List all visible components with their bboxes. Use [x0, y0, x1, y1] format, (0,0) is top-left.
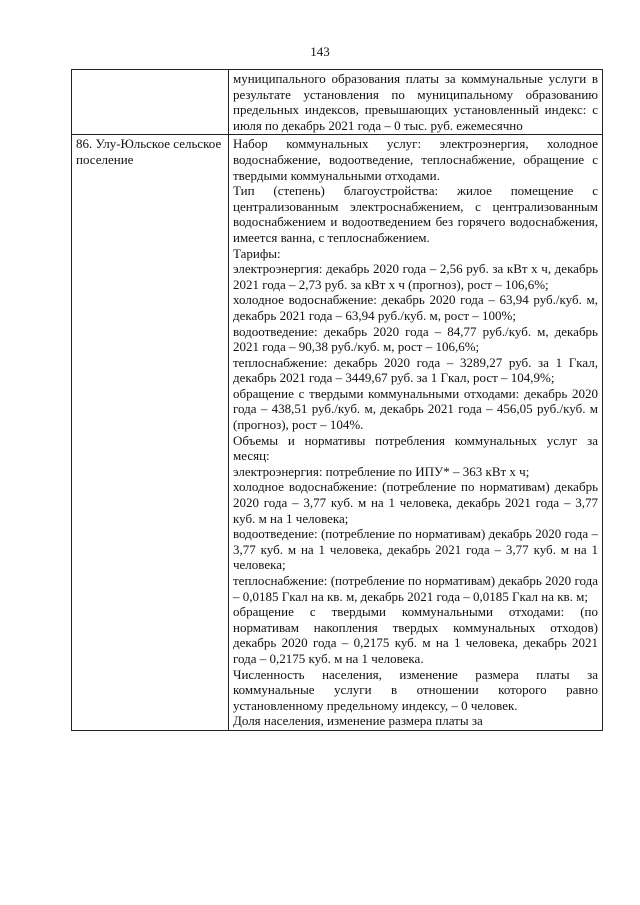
paragraph: обращение с твердыми коммунальными отходами: (по нормативам накопления твердых коммунальных отходов) декабрь 2020 года – 0,2175 куб. м на 1 человека, декабрь 2021 года – 0,2175 куб. м на 1 человека.	[233, 604, 598, 666]
paragraph: водоотведение: декабрь 2020 года – 84,77 руб./куб. м, декабрь 2021 года – 90,38 руб./куб. м, рост – 106,6%;	[233, 323, 598, 355]
paragraph: холодное водоснабжение: декабрь 2020 года – 63,94 руб./куб. м, декабрь 2021 года – 63,94 руб./куб. м, рост – 100%;	[233, 292, 598, 323]
row-label-cell	[72, 70, 229, 135]
table-row	[72, 70, 603, 135]
table-row	[72, 135, 603, 731]
paragraph: электроэнергия: потребление по ИПУ* – 363 кВт х ч;	[233, 463, 530, 479]
paragraph: водоотведение: (потребление по нормативам) декабрь 2020 года – 3,77 куб. м на 1 человека, декабрь 2021 года – 3,77 куб. м на 1 человека;	[233, 526, 598, 573]
paragraph: теплоснабжение: декабрь 2020 года – 3289,27 руб. за 1 Гкал, декабрь 2021 года – 3449,67 руб. за 1 Гкал, рост – 104,9%;	[233, 354, 598, 386]
paragraph: теплоснабжение: (потребление по нормативам) декабрь 2020 года – 0,0185 Гкал на кв. м, декабрь 2021 года – 0,0185 Гкал на кв. м;	[233, 573, 598, 604]
paragraph: обращение с твердыми коммунальными отходами: декабрь 2020 года – 438,51 руб./куб. м, декабрь 2021 года – 456,05 руб./куб. м (прогноз), рост – 104%.	[233, 385, 598, 433]
paragraph: электроэнергия: декабрь 2020 года – 2,56 руб. за кВт х ч, декабрь 2021 года – 2,73 руб. за кВт х ч (прогноз), рост – 106,6%;	[233, 261, 598, 292]
paragraph: холодное водоснабжение: (потребление по нормативам) декабрь 2020 года – 3,77 куб. м на 1 человека, декабрь 2021 года – 3,77 куб. м на 1 человека;	[233, 479, 598, 526]
paragraph: Набор коммунальных услуг: электроэнергия, холодное водоснабжение, водоотведение, теплоснабжение, обращение с твердыми коммунальными отходами.	[233, 136, 598, 183]
paragraph: Численность населения, изменение размера платы за коммунальные услуги в отношении которого равно установленному предельному индексу, – 0 человек.	[233, 666, 598, 713]
row-content-cell	[229, 135, 603, 731]
paragraph: Тип (степень) благоустройства: жилое помещение с централизованным электроснабжением, с централизованным водоснабжением и водоотведением без горячего водоснабжения, имеется ванна, с теплоснабжением.	[233, 183, 598, 245]
paragraph: Доля населения, изменение размера платы за	[233, 713, 483, 729]
row-content-cell	[229, 70, 603, 135]
page-number: 143	[310, 44, 330, 59]
document-table	[71, 69, 603, 731]
row-label-cell: 86. Улу-Юльское сельское поселение	[72, 135, 229, 731]
paragraph: Тарифы:	[233, 245, 281, 261]
paragraph: Объемы и нормативы потребления коммунальных услуг за месяц:	[233, 432, 598, 464]
paragraph: муниципального образования платы за коммунальные услуги в результате установления по муниципальному образованию предельных индексов, превышающих установленный индекс: с июля по декабрь 2021 года – 0 тыс. руб. ежемесячно	[233, 71, 598, 133]
